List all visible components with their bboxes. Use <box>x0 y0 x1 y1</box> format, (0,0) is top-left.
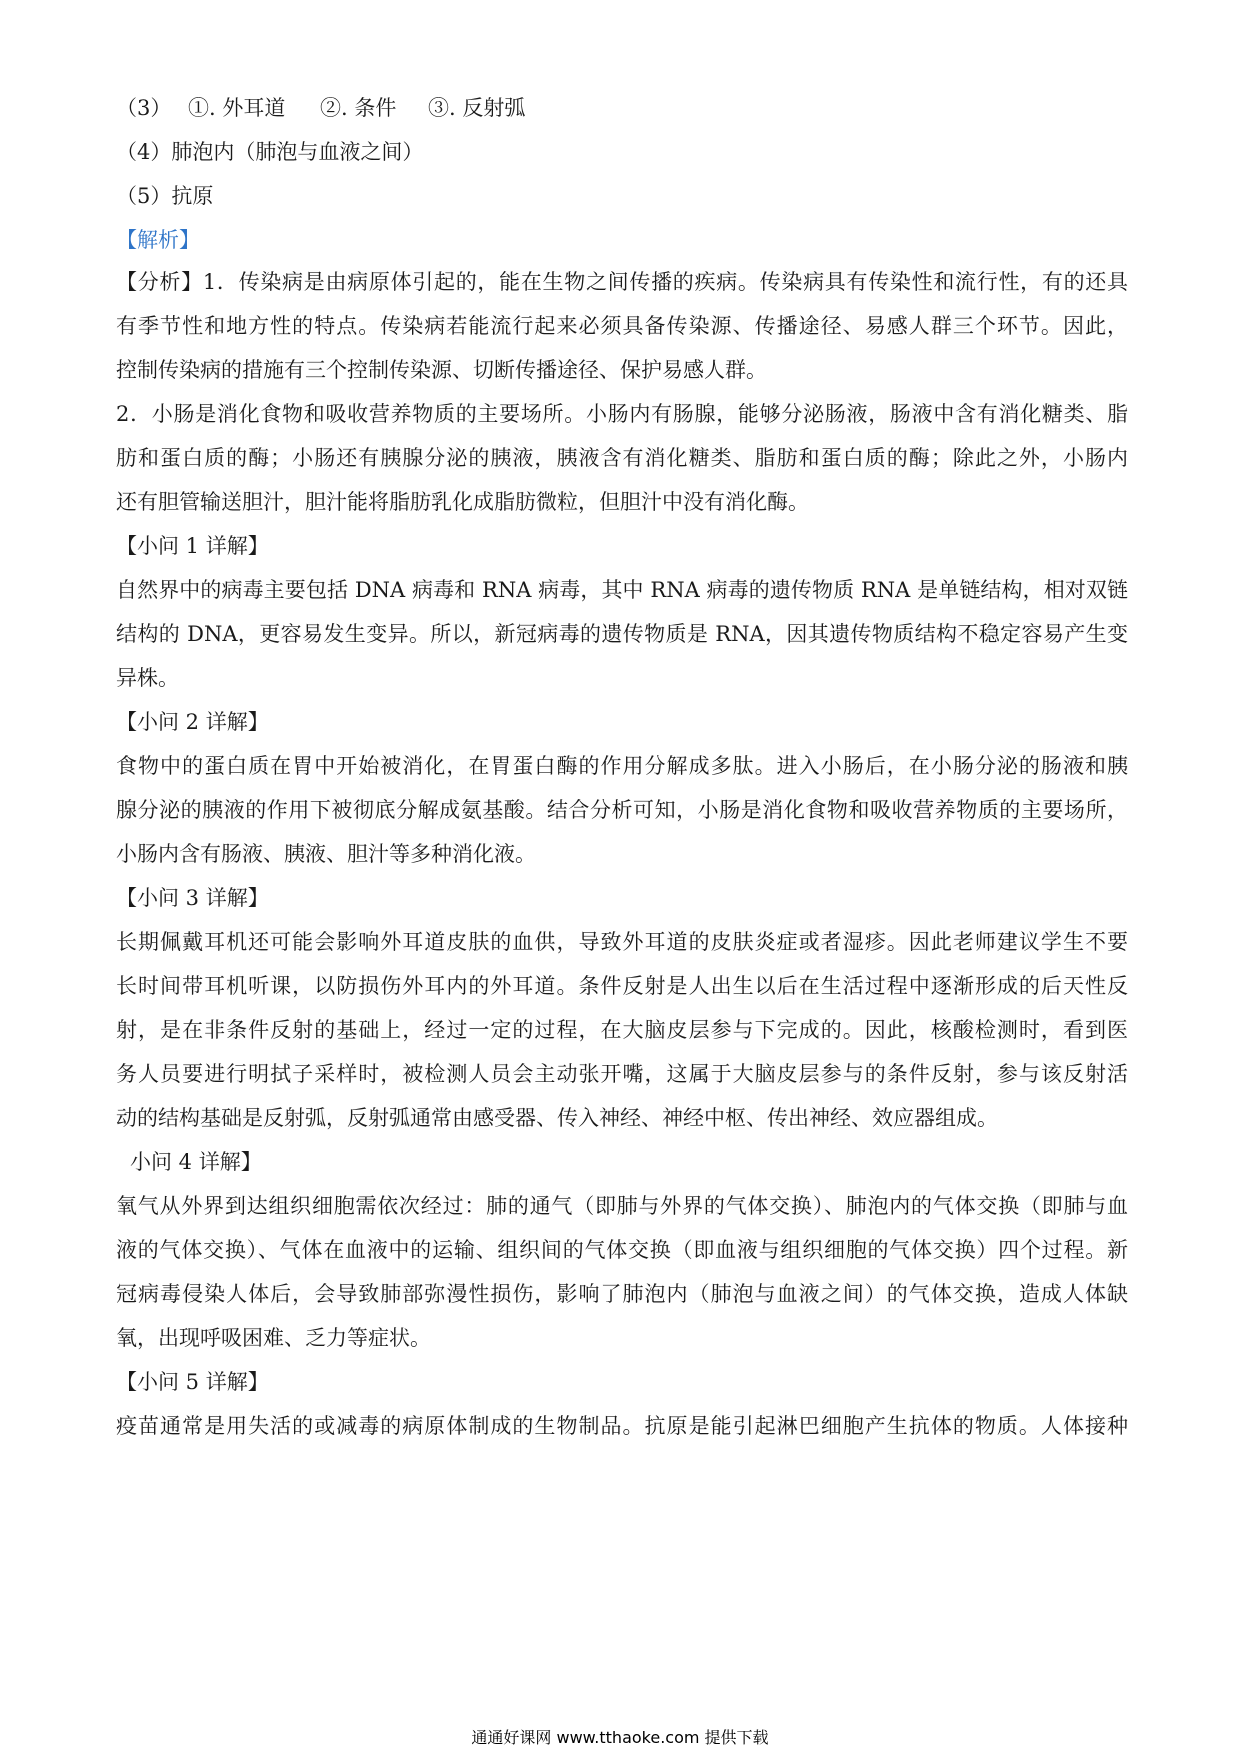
q5-line-1: 疫苗通常是用失活的或减毒的病原体制成的生物制品。抗原是能引起淋巴细胞产生抗体的物质。人体接种 <box>116 1414 1128 1438</box>
q4-line-3: 冠病毒侵染人体后，会导致肺部弥漫性损伤，影响了肺泡内（肺泡与血液之间）的气体交换，造成人体缺 <box>116 1282 1128 1306</box>
answer-5: （5）抗原 <box>116 184 214 208</box>
analysis-p2-line-2: 肪和蛋白质的酶；小肠还有胰腺分泌的胰液，胰液含有消化糖类、脂肪和蛋白质的酶；除此之外，小肠内 <box>116 446 1128 470</box>
analysis-p1-line-1: 【分析】1．传染病是由病原体引起的，能在生物之间传播的疾病。传染病具有传染性和流行性，有的还具 <box>116 270 1128 294</box>
q3-line-2: 长时间带耳机听课，以防损伤外耳内的外耳道。条件反射是人出生以后在生活过程中逐渐形成的后天性反 <box>116 974 1128 998</box>
q2-line-3: 小肠内含有肠液、胰液、胆汁等多种消化液。 <box>116 842 536 866</box>
q4-line-1: 氧气从外界到达组织细胞需依次经过：肺的通气（即肺与外界的气体交换）、肺泡内的气体交换（即肺与血 <box>116 1194 1128 1218</box>
q2-line-1: 食物中的蛋白质在胃中开始被消化，在胃蛋白酶的作用分解成多肽。进入小肠后，在小肠分泌的肠液和胰 <box>116 754 1128 778</box>
q1-line-1: 自然界中的病毒主要包括 DNA 病毒和 RNA 病毒，其中 RNA 病毒的遗传物质 RNA 是单链结构，相对双链 <box>116 578 1128 602</box>
q1-line-3: 异株。 <box>116 666 179 690</box>
answer-3-item-2: ②. 条件 <box>320 96 397 120</box>
footer-watermark: 通通好课网 www.tthaoke.com 提供下载 <box>471 1728 769 1747</box>
q4-heading: 小问 4 详解】 <box>130 1150 262 1174</box>
q4-line-4: 氧，出现呼吸困难、乏力等症状。 <box>116 1326 431 1350</box>
q1-heading: 【小问 1 详解】 <box>116 534 269 558</box>
q3-line-1: 长期佩戴耳机还可能会影响外耳道皮肤的血供，导致外耳道的皮肤炎症或者湿疹。因此老师建议学生不要 <box>116 930 1128 954</box>
q1-line-2: 结构的 DNA，更容易发生变异。所以，新冠病毒的遗传物质是 RNA，因其遗传物质结构不稳定容易产生变 <box>116 622 1128 646</box>
answer-3-item-1: ①. 外耳道 <box>188 96 286 120</box>
answer-3 <box>116 93 1128 123</box>
q3-line-5: 动的结构基础是反射弧，反射弧通常由感受器、传入神经、神经中枢、传出神经、效应器组成。 <box>116 1106 998 1130</box>
answer-3-number: （3） <box>116 96 172 120</box>
analysis-label: 【解析】 <box>116 228 200 252</box>
q5-heading: 【小问 5 详解】 <box>116 1370 269 1394</box>
q2-line-2: 腺分泌的胰液的作用下被彻底分解成氨基酸。结合分析可知，小肠是消化食物和吸收营养物质的主要场所， <box>116 798 1128 822</box>
q4-line-2: 液的气体交换）、气体在血液中的运输、组织间的气体交换（即血液与组织细胞的气体交换）四个过程。新 <box>116 1238 1128 1262</box>
q3-heading: 【小问 3 详解】 <box>116 886 269 910</box>
analysis-p2-line-3: 还有胆管输送胆汁，胆汁能将脂肪乳化成脂肪微粒，但胆汁中没有消化酶。 <box>116 490 809 514</box>
analysis-p2-line-1: 2．小肠是消化食物和吸收营养物质的主要场所。小肠内有肠腺，能够分泌肠液，肠液中含有消化糖类、脂 <box>116 402 1128 426</box>
q3-line-3: 射，是在非条件反射的基础上，经过一定的过程，在大脑皮层参与下完成的。因此，核酸检测时，看到医 <box>116 1018 1128 1042</box>
answer-3-item-3: ③. 反射弧 <box>428 96 526 120</box>
q2-heading: 【小问 2 详解】 <box>116 710 269 734</box>
answer-4: （4）肺泡内（肺泡与血液之间） <box>116 140 424 164</box>
analysis-p1-line-2: 有季节性和地方性的特点。传染病若能流行起来必须具备传染源、传播途径、易感人群三个环节。因此， <box>116 314 1128 338</box>
q3-line-4: 务人员要进行明拭子采样时，被检测人员会主动张开嘴，这属于大脑皮层参与的条件反射，参与该反射活 <box>116 1062 1128 1086</box>
analysis-p1-line-3: 控制传染病的措施有三个控制传染源、切断传播途径、保护易感人群。 <box>116 358 767 382</box>
